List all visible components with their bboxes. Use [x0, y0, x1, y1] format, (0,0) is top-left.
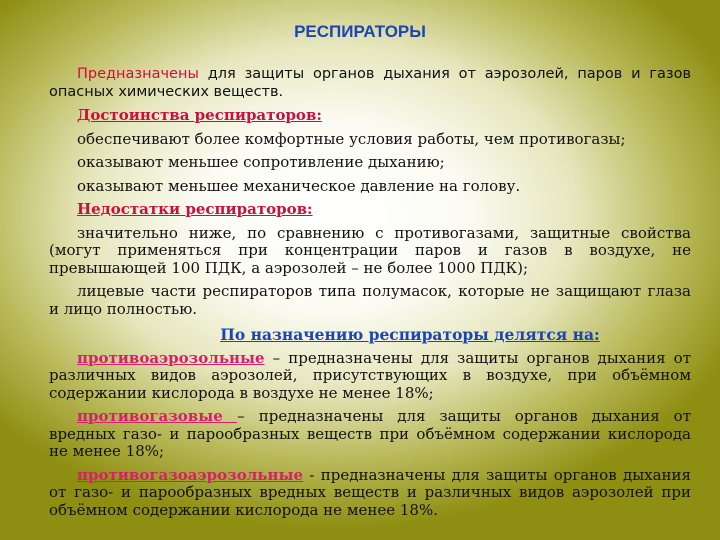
advantages-heading: Достоинства респираторов: [77, 106, 322, 124]
advantage-item-3: оказывают меньшее механическое давление на голову. [77, 176, 521, 195]
disadvantage-item-1: значительно ниже, по сравнению с противогазами, защитные свойства (могут применяться при концентрации паров и газов в воздухе, не превышающей 100 ПДК, а аэрозолей – не более 1000 ПДК); [49, 223, 691, 277]
disadvantage-item-2: лицевые части респираторов типа полумасок, которые не защищают глаза и лицо полностью. [49, 282, 691, 318]
type-text-gas: – предназначены для защиты органов дыхания от вредных газо- и парообразных веществ при объёмном содержании кислорода не менее 18%; [49, 407, 691, 460]
respirator-type-gas [49, 408, 691, 461]
slide-title: РЕСПИРАТОРЫ [294, 22, 426, 41]
intro-keyword: Предназначены [77, 66, 199, 82]
advantage-item-1: обеспечивают более комфортные условия работы, чем противогазы; [77, 129, 626, 148]
slide-content [49, 66, 691, 519]
type-text-aerosol: – предназначены для защиты органов дыхания от различных видов аэрозолей, присутствующих в воздухе, при объёмном содержании кислорода в воздухе не менее 18%; [49, 348, 691, 402]
type-term-gas-aerosol: противогазоаэрозольные [77, 465, 304, 484]
type-term-aerosol: противоаэрозольные [77, 348, 265, 367]
respirator-type-gas-aerosol [49, 467, 691, 520]
classification-heading: По назначению респираторы делятся на: [220, 325, 600, 344]
type-text-gas-aerosol: - предназначены для защиты органов дыхания от газо- и парообразных вредных веществ и различных видов аэрозолей при объёмном содержании кислорода не менее 18%. [49, 465, 691, 519]
respirator-type-aerosol [49, 350, 691, 403]
advantage-item-2: оказывают меньшее сопротивление дыханию; [77, 153, 445, 171]
intro-text: для защиты органов дыхания от аэрозолей, паров и газов опасных химических веществ. [49, 66, 691, 100]
disadvantages-heading: Недостатки респираторов: [77, 200, 313, 218]
type-term-gas: противогазовые [77, 407, 238, 425]
intro-paragraph [49, 66, 691, 101]
